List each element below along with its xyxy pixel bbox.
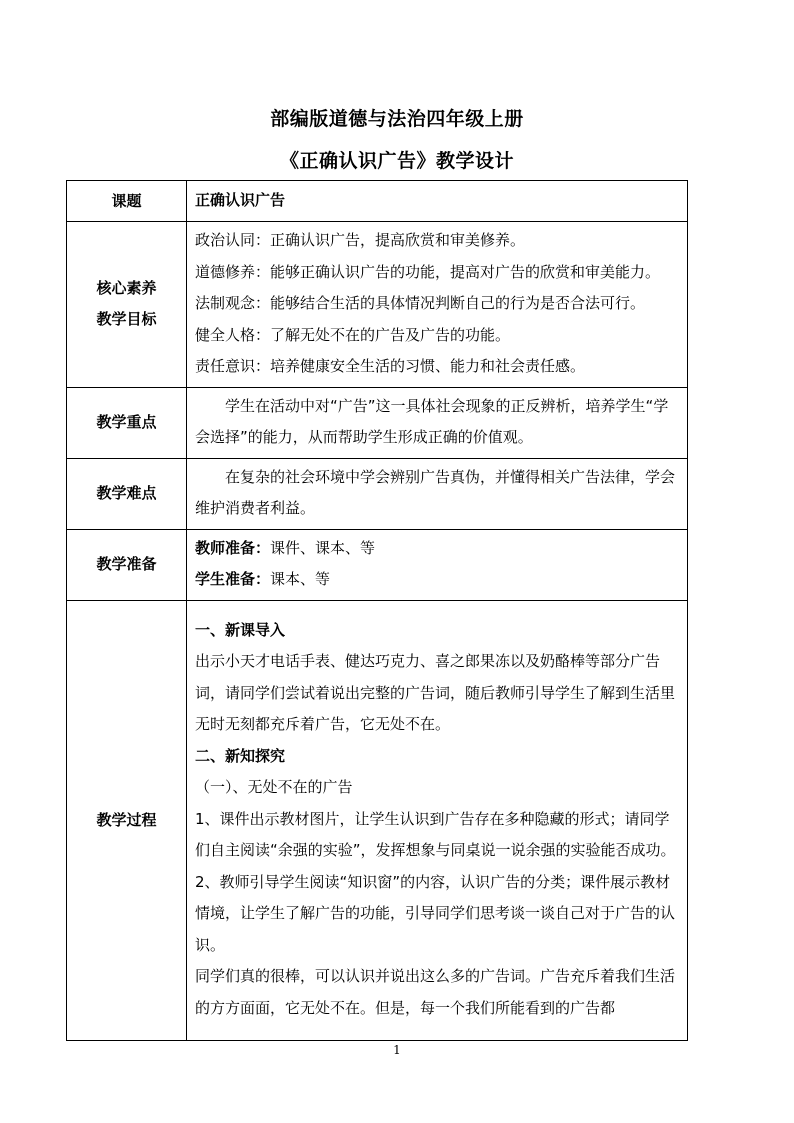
page-number: 1 <box>393 1043 401 1057</box>
document-title: 部编版道德与法治四年级上册 <box>270 108 524 130</box>
goals-label <box>67 222 187 388</box>
table-row-preparation <box>67 529 688 600</box>
table-row-difficulties <box>67 458 688 529</box>
table-row-topic <box>67 181 688 222</box>
process-label: 教学过程 <box>67 600 187 1040</box>
table-row-goals <box>67 222 688 388</box>
paragraph: 同学们真的很棒，可以认识并说出这么多的广告词。广告充斥着我们生活的方方面面，它无处不在。但是，每一个我们所能看到的广告都 <box>195 967 676 1017</box>
goals-label-line1: 核心素养 <box>96 279 157 298</box>
subsection-heading: （一）、无处不在的广告 <box>195 778 353 797</box>
paragraph: 1、课件出示教材图片，让学生认识到广告存在多种隐藏的形式；请同学们自主阅读“余强的实验”，发挥想象与同桌说一说余强的实验能否成功。 <box>195 809 676 860</box>
goals-label-line2: 教学目标 <box>96 310 157 329</box>
table-row-process <box>67 600 688 1040</box>
key-points-text: 学生在活动中对“广告”这一具体社会现象的正反辨析，培养学生“学会选择”的能力，从而帮助学生形成正确的价值观。 <box>195 396 669 446</box>
section-heading: 一、新课导入 <box>195 620 286 639</box>
key-points-label: 教学重点 <box>67 387 187 458</box>
preparation-content <box>187 529 688 600</box>
goal-item: 政治认同：正确认识广告，提高欣赏和审美修养。 <box>195 231 526 249</box>
table-row-key-points <box>67 387 688 458</box>
paragraph: 出示小天才电话手表、健达巧克力、喜之郎果冻以及奶酪棒等部分广告词，请同学们尝试着说出完整的广告词，随后教师引导学生了解到生活里无时无刻都充斥着广告，它无处不在。 <box>195 652 676 734</box>
topic-label: 课题 <box>67 181 187 222</box>
student-preparation <box>195 564 681 596</box>
lesson-plan-table <box>66 180 688 1041</box>
goal-item: 法制观念：能够结合生活的具体情况判断自己的行为是否合法可行。 <box>195 294 646 312</box>
preparation-label: 教学准备 <box>67 529 187 600</box>
difficulties-text: 在复杂的社会环境中学会辨别广告真伪，并懂得相关广告法律，学会维护消费者利益。 <box>195 467 676 517</box>
teacher-preparation <box>195 533 681 565</box>
difficulties-label: 教学难点 <box>67 458 187 529</box>
difficulties-content <box>187 458 688 529</box>
section-heading: 二、新知探究 <box>195 746 286 765</box>
teacher-preparation-value: 课件、课本、等 <box>270 538 376 557</box>
goal-item: 健全人格：了解无处不在的广告及广告的功能。 <box>195 325 511 344</box>
goal-item: 责任意识：培养健康安全生活的习惯、能力和社会责任感。 <box>195 357 586 375</box>
student-preparation-label: 学生准备： <box>195 570 271 588</box>
key-points-content <box>187 387 688 458</box>
process-content <box>187 600 688 1040</box>
goal-item: 道德修养：能够正确认识广告的功能，提高对广告的欣赏和审美能力。 <box>195 262 661 281</box>
paragraph: 2、教师引导学生阅读“知识窗”的内容，认识广告的分类；课件展示教材情境，让学生了解广告的功能，引导同学们思考谈一谈自己对于广告的认识。 <box>195 872 676 954</box>
goals-content <box>187 222 688 388</box>
document-subtitle: 《正确认识广告》教学设计 <box>279 150 514 172</box>
student-preparation-value: 课本、等 <box>270 570 331 588</box>
topic-value: 正确认识广告 <box>187 181 688 222</box>
teacher-preparation-label: 教师准备： <box>195 538 271 557</box>
